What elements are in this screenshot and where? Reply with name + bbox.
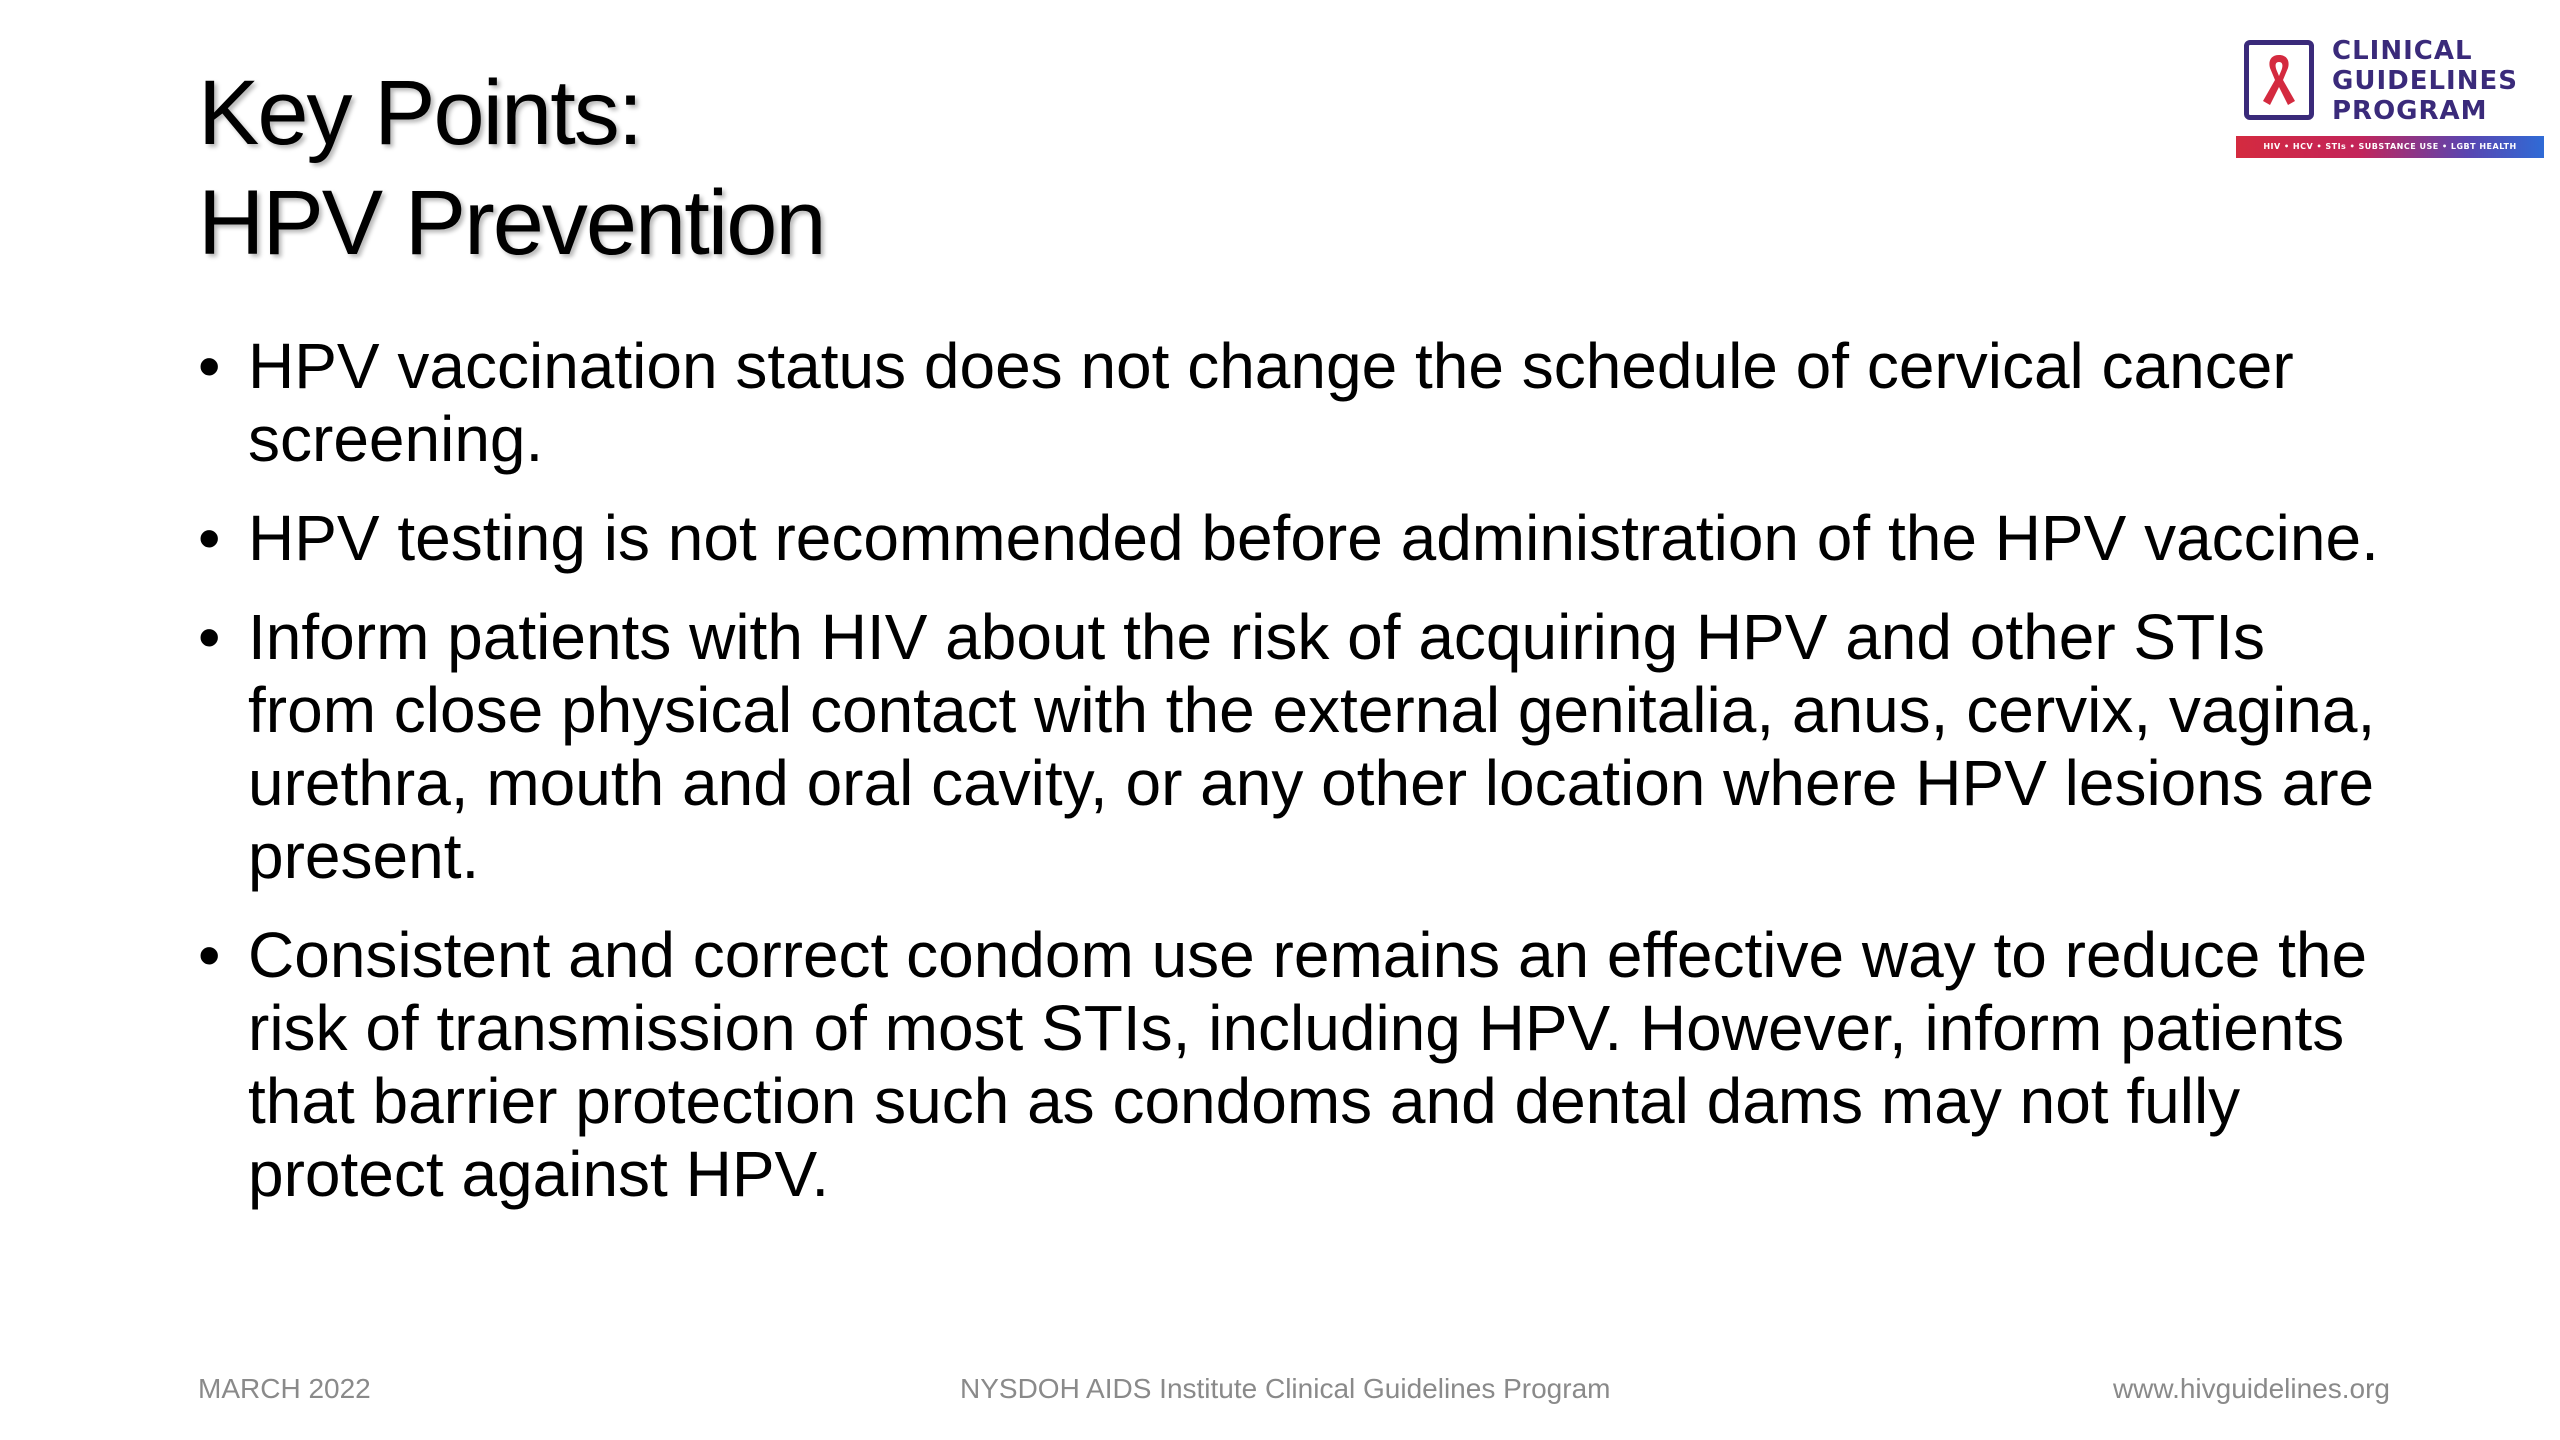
logo-badge bbox=[2244, 40, 2314, 120]
bullet-text: Inform patients with HIV about the risk of acquiring HPV and other STIs from close physical contact with the external genitalia, anus, cervix, vagina, urethra, mouth and oral cavity, or any other location where HPV lesions are present. bbox=[248, 601, 2376, 892]
footer-program: NYSDOH AIDS Institute Clinical Guidelines Program bbox=[960, 1373, 1611, 1404]
bullet-glyph: • bbox=[198, 330, 221, 402]
footer-website: www.hivguidelines.org bbox=[2112, 1373, 2390, 1404]
key-points-list bbox=[198, 330, 2398, 1237]
logo-wordmark bbox=[2332, 36, 2518, 126]
bullet-text: HPV testing is not recommended before administration of the HPV vaccine. bbox=[248, 502, 2379, 574]
bullet-glyph: • bbox=[198, 919, 221, 991]
logo-tagline-bar: HIV • HCV • STIs • SUBSTANCE USE • LGBT HEALTH bbox=[2236, 136, 2544, 158]
list-item bbox=[198, 330, 2398, 476]
list-item bbox=[198, 919, 2398, 1211]
logo-line-1: CLINICAL bbox=[2332, 36, 2473, 66]
slide-title-line-2: HPV Prevention bbox=[198, 172, 825, 274]
awareness-ribbon-icon bbox=[2253, 49, 2305, 111]
list-item bbox=[198, 601, 2398, 893]
list-item bbox=[198, 502, 2398, 575]
clinical-guidelines-program-logo bbox=[2236, 34, 2544, 162]
slide-title bbox=[198, 58, 1998, 278]
footer-date: MARCH 2022 bbox=[198, 1373, 371, 1404]
bullet-glyph: • bbox=[198, 601, 221, 673]
slide-title-line-1: Key Points: bbox=[198, 62, 642, 164]
logo-line-3: PROGRAM bbox=[2332, 96, 2488, 126]
bullet-glyph: • bbox=[198, 502, 221, 574]
bullet-text: HPV vaccination status does not change the schedule of cervical cancer screening. bbox=[248, 330, 2294, 475]
bullet-text: Consistent and correct condom use remains an effective way to reduce the risk of transmission of most STIs, including HPV. However, inform patients that barrier protection such as condoms and dental dams may not fully protect against HPV. bbox=[248, 919, 2368, 1210]
logo-line-2: GUIDELINES bbox=[2332, 66, 2518, 96]
